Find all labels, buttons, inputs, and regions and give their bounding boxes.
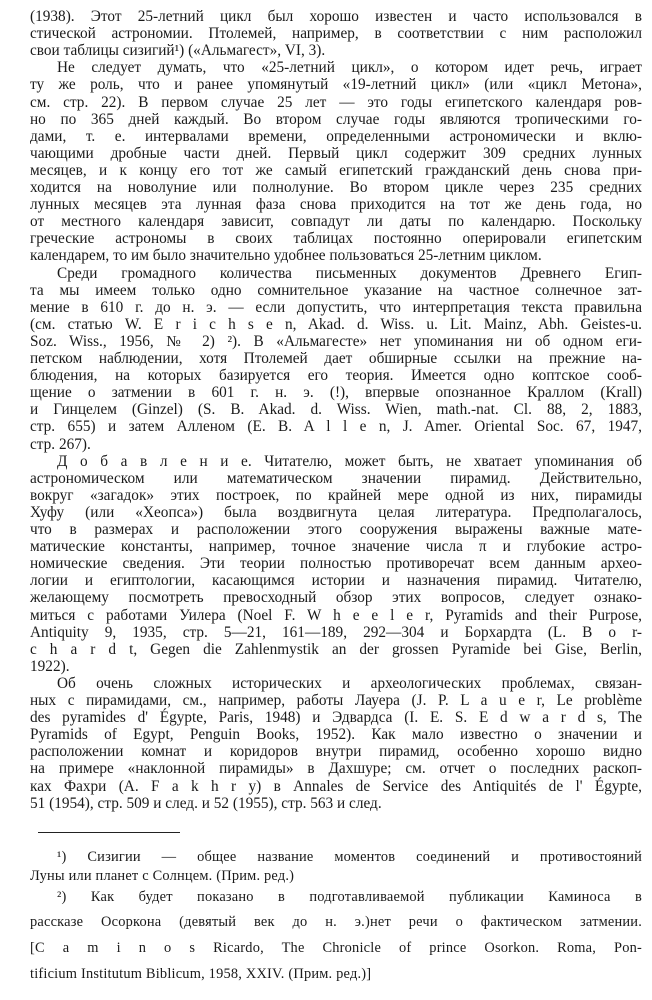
text-line: свои таблицы сизигий¹) («Альмагест», VI, 3). — [30, 42, 326, 60]
text-line: чающими дробные части дней. Первый цикл содержит 309 средних лунных — [30, 144, 642, 162]
text-line: логии и египтологии, касающимся истории и назначения пирамид. Читателю, — [30, 572, 642, 590]
text-line: блюдения, на которых базируется его теория. Имеется одно коптское сооб- — [30, 367, 642, 385]
footnote-line: Луны или планет с Солнцем. (Прим. ред.) — [30, 868, 295, 884]
text-line: астрономическом или математическом значении пирамид. Действительно, — [30, 469, 642, 487]
footnote-line: рассказе Осоркона (девятый век до н. э.)нет речи о фактическом затмении. — [30, 914, 642, 930]
text-line: Среди громадного количества письменных документов Древнего Егип- — [57, 264, 642, 282]
text-line: на примере «наклонной пирамиды» в Дахшуре; см. отчет о последних раскоп- — [30, 760, 642, 778]
text-line: Antiquity 9, 1935, стр. 5—21, 161—189, 292—304 и Борхардта (L. B o r- — [30, 623, 642, 641]
text-line: Хуфу (или «Хеопса») была воздвигнута целая литература. Предполагалось, — [30, 503, 642, 521]
text-line: Об очень сложных исторических и археологических проблемах, связан- — [57, 674, 642, 692]
text-line: календарем, то им было значительно удобнее пользоваться 25-летним циклом. — [30, 247, 542, 265]
footnote-divider — [38, 832, 180, 833]
text-line: матические константы, например, точное значение числа π и глубокие астро- — [30, 538, 642, 556]
footnote-line: ²) Как будет показано в подготавливаемой публикации Каминоса в — [57, 889, 642, 905]
text-line: миться с работами Уилера (Noel F. W h e e l e r, Pyramids and their Purpose, — [30, 606, 642, 624]
text-line: что в размерах и расположении этого сооружения выражены важные мате- — [30, 521, 642, 538]
footnote-line: ¹) Сизигии — общее название моментов соединений и противостояний — [57, 849, 642, 865]
text-line: греческие астрономы в своих таблицах постоянно оперировали египетским — [30, 230, 642, 248]
text-line: des pyramides d' Égypte, Paris, 1948) и Эдвардса (I. E. S. E d w a r d s, The — [30, 709, 642, 727]
text-line: см. стр. 22). В первом случае 25 лет — это годы египетского календаря ров- — [30, 93, 642, 111]
text-line: номические сведения. Эти теории полностью противоречат всем данным архео- — [30, 555, 642, 573]
text-line: расположении комнат и коридоров внутри пирамид, особенно хорошо видно — [30, 743, 642, 761]
text-line: желающему посмотреть превосходный обзор этих вопросов, следует ознако- — [30, 589, 642, 607]
text-line: дами, т. е. интервалами времени, определенными астрономически и вклю- — [30, 127, 642, 145]
footnote-line: tificium Institutum Biblicum, 1958, XXIV. (Прим. ред.)] — [30, 966, 372, 982]
text-line: вокруг «загадок» этих построек, по крайней мере одной из них, пирамиды — [30, 486, 642, 504]
text-line: лунных месяцев эта лунная фаза снова приходится на тот же день года, но — [30, 196, 642, 214]
text-line: щение о затмении в 601 г. н. э. (!), впервые опознанное Краллом (Krall) — [30, 384, 642, 402]
text-line: Soz. Wiss., 1956, № 2) ²). В «Альмагесте» нет упоминания ни об одном еги- — [30, 332, 642, 350]
text-line: c h a r d t, Gegen die Zahlenmystik an der grossen Pyramide bei Gise, Berlin, — [30, 640, 642, 658]
text-line: стр. 267). — [30, 435, 91, 453]
text-line: но по 365 дней каждый. Во втором случае годы являются тропическими го- — [30, 110, 642, 128]
text-line: Д о б а в л е н и е. Читателю, может быть, не хватает упоминания об — [57, 452, 642, 470]
text-line: 1922). — [30, 657, 70, 675]
text-line: от местного календаря зависит, совпадут ли даты по календарю. Поскольку — [30, 213, 642, 231]
text-line: Не следует думать, что «25-летний цикл», о котором идет речь, играет — [57, 59, 642, 77]
text-line: ходится на новолуние или полнолуние. Во втором цикле через 235 средних — [30, 179, 642, 196]
text-line: ных с пирамидами, см., например, работы Лауера (J. P. L a u e r, Le problème — [30, 692, 642, 709]
text-line: ках Фахри (A. F a k h r y) в Annales de Service des Antiquités de l' Égypte, — [30, 777, 642, 795]
text-line: (1938). Этот 25-летний цикл был хорошо известен и часто использовался в — [30, 8, 642, 25]
text-line: стической астрономии. Птолемей, например, в соответствии с ним расположил — [30, 25, 642, 43]
text-line: ту же роль, что и ранее упомянутый «19-летний цикл» (или «цикл Метона», — [30, 76, 642, 94]
footnote-line: [C a m i n o s Ricardo, The Chronicle of prince Osorkon. Roma, Pon- — [30, 940, 642, 956]
text-line: стр. 655) и затем Алленом (E. B. A l l e n, J. Amer. Oriental Soc. 67, 1947, — [30, 418, 642, 436]
text-line: Pyramids of Egypt, Penguin Books, 1952). Как мало известно о значении и — [30, 726, 642, 744]
text-line: и Гинцелем (Ginzel) (S. B. Akad. d. Wiss. Wien, math.-nat. Cl. 88, 2, 1883, — [30, 401, 642, 419]
text-line: та мы имеем только одно сомнительное указание на частное солнечное зат- — [30, 281, 642, 299]
text-line: петском наблюдении, хотя Птолемей дает обширные ссылки на прежние на- — [30, 350, 642, 367]
text-line: мение в 610 г. до н. э. — если допустить, что интерпретация текста правильна — [30, 298, 642, 316]
text-line: 51 (1954), стр. 509 и след. и 52 (1955), стр. 563 и след. — [30, 794, 382, 812]
text-line: месяцев, и к концу его тот же самый египетский гражданский день снова при- — [30, 161, 642, 179]
text-line: (см. статью W. E r i c h s e n, Akad. d. Wiss. u. Lit. Mainz, Abh. Geistes-u. — [30, 315, 642, 333]
